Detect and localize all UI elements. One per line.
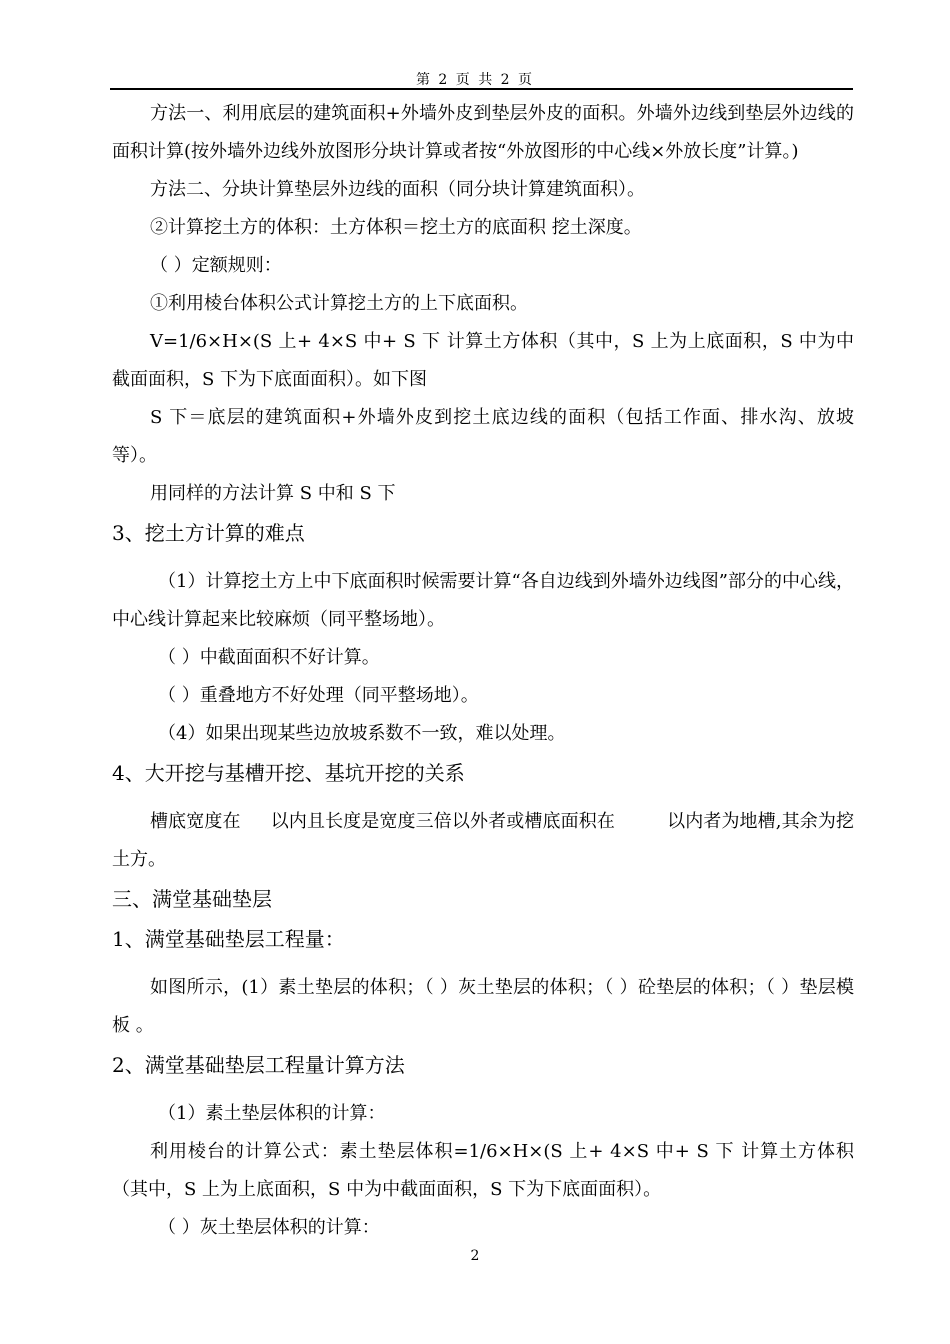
heading-difficulties: 3、挖土方计算的难点 bbox=[112, 521, 305, 545]
paragraph-trench-definition bbox=[112, 803, 854, 879]
paragraph-method-two: 方法二、分块计算垫层外边线的面积（同分块计算建筑面积）。 bbox=[150, 179, 645, 200]
paragraph-difficulty-1: （1）计算挖土方上中下底面积时候需要计算“各自边线到外墙外边线图”部分的中心线，中心线计算起来比较麻烦（同平整场地）。 bbox=[112, 571, 854, 630]
paragraph-difficulty-2: （ ）中截面面积不好计算。 bbox=[158, 647, 380, 668]
paragraph-plain-soil: （1）素土垫层体积的计算： bbox=[158, 1103, 386, 1124]
paragraph-difficulty-3: （ ）重叠地方不好处理（同平整场地）。 bbox=[158, 685, 479, 706]
page-header: 第 2 页 共 2 页 bbox=[415, 72, 535, 88]
trench-text-part-1: 槽底宽度在 bbox=[150, 811, 241, 832]
paragraph-same-method: 用同样的方法计算 S 中和 S 下 bbox=[150, 483, 396, 504]
heading-excavation-relation: 4、大开挖与基槽开挖、基坑开挖的关系 bbox=[112, 761, 465, 785]
paragraph-lime-soil: （ ）灰土垫层体积的计算： bbox=[158, 1217, 380, 1238]
paragraph-prism-formula: ①利用棱台体积公式计算挖土方的上下底面积。 bbox=[150, 293, 528, 314]
paragraph-method-one: 方法一、利用底层的建筑面积+外墙外皮到垫层外皮的面积。外墙外边线到垫层外边线的面积计算(按外墙外边线外放图形分块计算或者按“外放图形的中心线×外放长度”计算。) bbox=[112, 103, 854, 162]
heading-cushion-quantity: 1、满堂基础垫层工程量： bbox=[112, 927, 345, 951]
paragraph-difficulty-4: （4）如果出现某些边放坡系数不一致，难以处理。 bbox=[158, 723, 566, 744]
page-number: 2 bbox=[470, 1248, 480, 1264]
paragraph-s-bottom: S 下＝底层的建筑面积+外墙外皮到挖土底边线的面积（包括工作面、排水沟、放坡等）。 bbox=[112, 407, 854, 466]
paragraph-quota-rule: （ ）定额规则： bbox=[150, 255, 282, 276]
paragraph-volume-calc: ②计算挖土方的体积：土方体积＝挖土方的底面积 挖土深度。 bbox=[150, 217, 642, 238]
trench-text-part-2: 以内且长度是宽度三倍以外者或槽底面积在 bbox=[270, 811, 615, 832]
trench-text-part-3: 以内者为地槽,其余为挖土方。 bbox=[112, 811, 854, 870]
paragraph-plain-soil-formula: 利用棱台的计算公式：素土垫层体积=1/6×H×(S 上+ 4×S 中+ S 下 计算土方体积（其中，S 上为上底面积，S 中为中截面面积，S 下为下底面面积）。 bbox=[112, 1141, 854, 1200]
header-rule bbox=[110, 88, 853, 90]
paragraph-cushion-items: 如图所示，(1）素土垫层的体积；（ ）灰土垫层的体积；（ ）砼垫层的体积；（ ）垫层模板 。 bbox=[112, 977, 854, 1036]
heading-cushion-method: 2、满堂基础垫层工程量计算方法 bbox=[112, 1053, 405, 1077]
section-title-raft-cushion: 三、满堂基础垫层 bbox=[112, 887, 272, 911]
paragraph-volume-formula: V=1/6×H×(S 上+ 4×S 中+ S 下 计算土方体积（其中，S 上为上底面积，S 中为中截面面积，S 下为下底面面积）。如下图 bbox=[112, 331, 854, 390]
document-body bbox=[112, 95, 854, 1247]
